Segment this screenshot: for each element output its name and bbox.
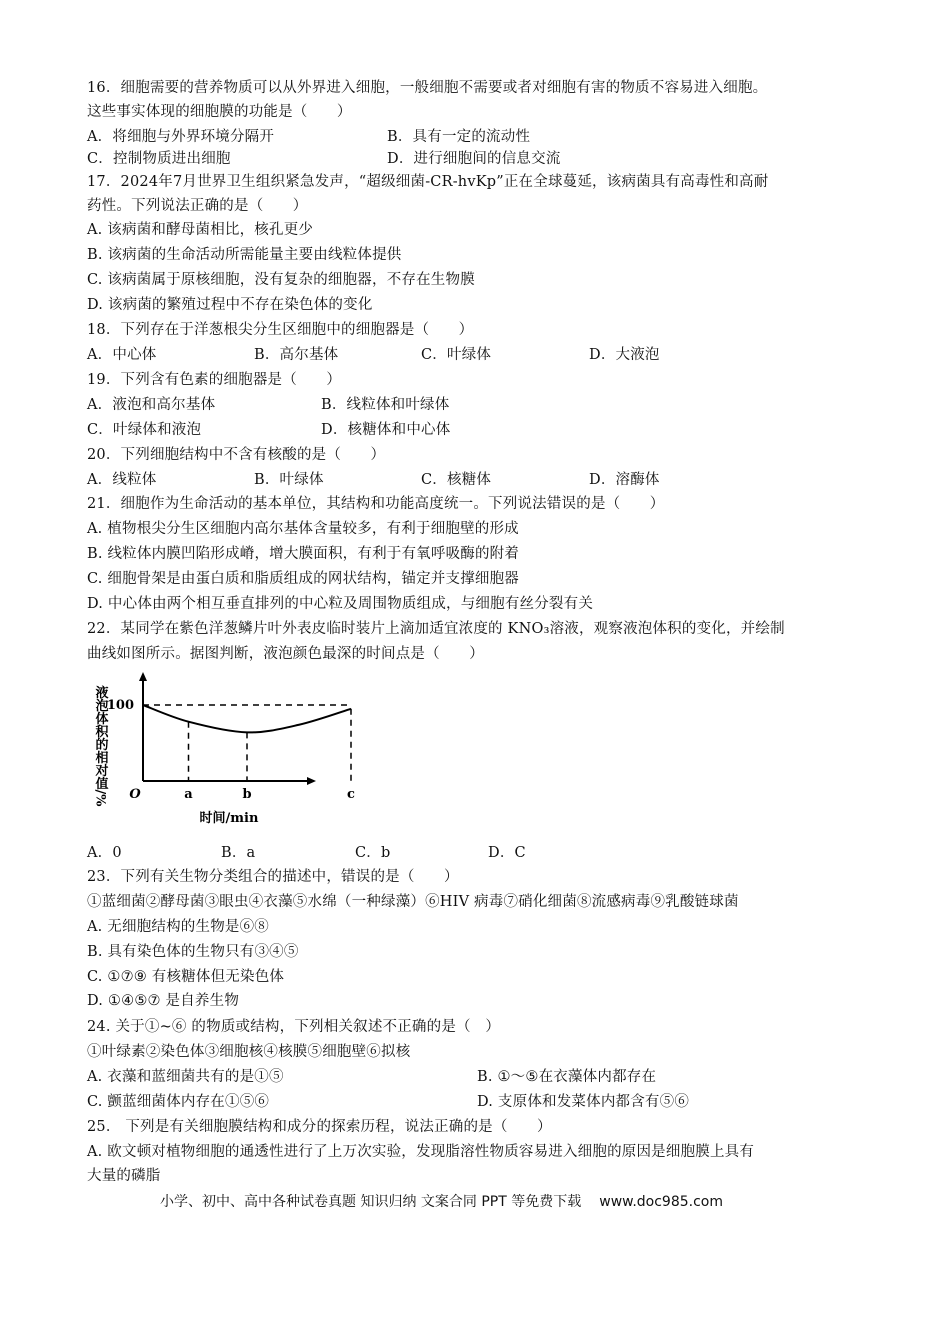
x-tick-c: c: [347, 787, 355, 802]
q18-option-c: C．叶绿体: [421, 347, 492, 363]
q17-option-c: C. 该病菌属于原核细胞，没有复杂的细胞器，不存在生物膜: [87, 272, 475, 288]
q19-option-d: D．核糖体和中心体: [321, 422, 451, 438]
q18-option-b: B．高尔基体: [254, 347, 339, 363]
q16-option-b: B．具有一定的流动性: [387, 129, 531, 145]
q18-option-d: D．大液泡: [589, 347, 660, 363]
q24-option-b: B. ①～⑤在衣藻体内都存在: [477, 1069, 657, 1085]
q16-option-a: A．将细胞与外界环境分隔开: [87, 129, 275, 145]
q23-option-b: B. 具有染色体的生物只有③④⑤: [87, 944, 299, 960]
q17-option-d: D. 该病菌的繁殖过程中不存在染色体的变化: [87, 297, 373, 313]
q19-stem: 19．下列含有色素的细胞器是（ ）: [87, 372, 342, 388]
q21-option-a: A. 植物根尖分生区细胞内高尔基体含量较多，有利于细胞壁的形成: [87, 521, 519, 537]
x-axis-label: 时间/min: [199, 811, 259, 826]
q16-option-d: D．进行细胞间的信息交流: [387, 151, 561, 167]
q20-option-b: B．叶绿体: [254, 472, 324, 488]
q23-option-a: A. 无细胞结构的生物是⑥⑧: [87, 919, 269, 935]
q24-structure-list: ①叶绿素②染色体③细胞核④核膜⑤细胞壁⑥拟核: [87, 1044, 411, 1060]
y-axis-arrow: [139, 672, 147, 681]
q22-stem-line2: 曲线如图所示。据图判断，液泡颜色最深的时间点是（ ）: [87, 646, 484, 662]
q20-option-c: C．核糖体: [421, 472, 492, 488]
y-axis-label: 液泡体积的相对值/%: [92, 685, 108, 807]
q16-options-row1: [87, 127, 531, 147]
q22-option-c: C．b: [355, 845, 391, 861]
q17-stem-line2: 药性。下列说法正确的是（ ）: [87, 198, 308, 214]
origin-label: O: [129, 787, 141, 802]
q21-option-d: D. 中心体由两个相互垂直排列的中心粒及周围物质组成，与细胞有丝分裂有关: [87, 596, 594, 612]
q16-stem-line2: 这些事实体现的细胞膜的功能是（ ）: [87, 104, 352, 120]
q24-option-d: D. 支原体和发菜体内都含有⑤⑥: [477, 1094, 690, 1110]
q17-stem-line1: 17．2024年7月世界卫生组织紧急发声，“超级细菌-CR-hvKp”正在全球蔓延，该病菌具有高毒性和高耐: [87, 174, 769, 190]
q25-option-a-line2: 大量的磷脂: [87, 1168, 161, 1184]
vacuole-volume-chart: [86, 668, 355, 838]
q22-stem-line1: 22．某同学在紫色洋葱鳞片叶外表皮临时装片上滴加适宜浓度的 KNO₃溶液，观察液泡体积的变化，并绘制: [87, 621, 785, 637]
q24-stem: 24. 关于①~⑥ 的物质或结构，下列相关叙述不正确的是（ ）: [87, 1019, 501, 1035]
q19-option-b: B．线粒体和叶绿体: [321, 397, 450, 413]
q25-stem: 25． 下列是有关细胞膜结构和成分的探索历程，说法正确的是（ ）: [87, 1119, 552, 1135]
q22-options: [87, 843, 526, 863]
q24-options-row1: [87, 1067, 657, 1087]
q18-stem: 18．下列存在于洋葱根尖分生区细胞中的细胞器是（ ）: [87, 322, 474, 338]
q17-option-b: B. 该病菌的生命活动所需能量主要由线粒体提供: [87, 247, 402, 263]
q22-option-a: A．0: [87, 845, 122, 861]
drop-lines: [189, 709, 352, 781]
q25-option-a-line1: A. 欧文顿对植物细胞的通透性进行了上万次实验，发现脂溶性物质容易进入细胞的原因是细胞膜上具有: [87, 1144, 755, 1160]
q23-organism-list: ①蓝细菌②酵母菌③眼虫④衣藻⑤水绵（一种绿藻）⑥HIV 病毒⑦硝化细菌⑧流感病毒⑨乳酸链球菌: [87, 894, 739, 910]
q22-option-d: D．C: [488, 845, 526, 861]
q19-option-c: C．叶绿体和液泡: [87, 422, 202, 438]
q24-options-row2: [87, 1092, 690, 1112]
q22-option-b: B．a: [221, 845, 256, 861]
footer-url[interactable]: www.doc985.com: [599, 1194, 723, 1210]
x-tick-a: a: [184, 787, 193, 802]
q21-option-c: C. 细胞骨架是由蛋白质和脂质组成的网状结构，锚定并支撑细胞器: [87, 571, 519, 587]
q19-option-a: A．液泡和高尔基体: [87, 397, 216, 413]
q18-option-a: A．中心体: [87, 347, 157, 363]
y-tick-100: 100: [106, 698, 134, 713]
q23-option-d: D. ①④⑤⑦ 是自养生物: [87, 993, 240, 1009]
page-footer: [160, 1192, 723, 1212]
series-line: [143, 705, 351, 732]
q16-stem-line1: 16．细胞需要的营养物质可以从外界进入细胞，一般细胞不需要或者对细胞有害的物质不容易进入细胞。: [87, 80, 768, 96]
footer-text: 小学、初中、高中各种试卷真题 知识归纳 文案合同 PPT 等免费下载: [160, 1194, 582, 1210]
q24-option-a: A. 衣藻和蓝细菌共有的是①⑤: [87, 1069, 284, 1085]
x-tick-labels: [184, 787, 355, 802]
q23-option-c: C. ①⑦⑨ 有核糖体但无染色体: [87, 969, 285, 985]
q18-options: [87, 345, 660, 365]
q20-options: [87, 470, 660, 490]
q21-stem: 21．细胞作为生命活动的基本单位，其结构和功能高度统一。下列说法错误的是（ ）: [87, 496, 665, 512]
q20-stem: 20．下列细胞结构中不含有核酸的是（ ）: [87, 447, 386, 463]
q17-option-a: A. 该病菌和酵母菌相比，核孔更少: [87, 222, 314, 238]
x-axis-arrow: [307, 777, 316, 785]
q24-option-c: C. 颤蓝细菌体内存在①⑤⑥: [87, 1094, 270, 1110]
q19-options-row2: [87, 420, 451, 440]
q23-stem: 23．下列有关生物分类组合的描述中，错误的是（ ）: [87, 869, 459, 885]
q16-options-row2: [87, 149, 561, 169]
q21-option-b: B. 线粒体内膜凹陷形成嵴，增大膜面积，有利于有氧呼吸酶的附着: [87, 546, 520, 562]
q16-option-c: C．控制物质进出细胞: [87, 151, 231, 167]
q20-option-d: D．溶酶体: [589, 472, 660, 488]
q20-option-a: A．线粒体: [87, 472, 157, 488]
x-tick-b: b: [242, 787, 252, 802]
q19-options-row1: [87, 395, 450, 415]
